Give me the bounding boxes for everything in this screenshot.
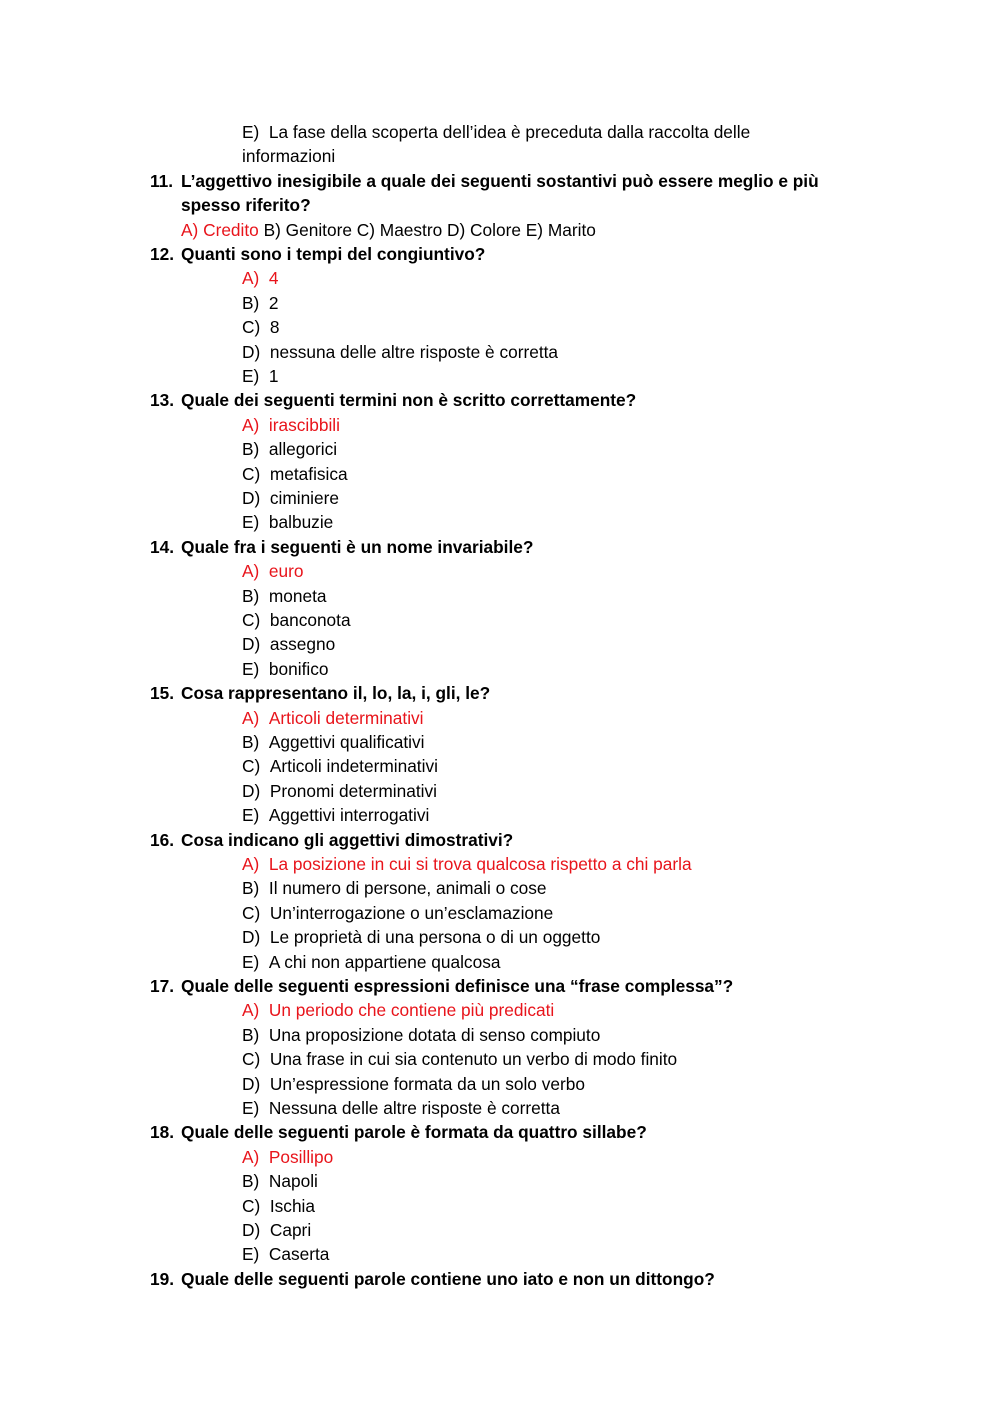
option-label: A) (242, 1146, 260, 1167)
option-label: D) (242, 927, 261, 948)
option-label: C) (242, 902, 261, 923)
option-content (242, 1243, 329, 1265)
option-label: D) (242, 341, 261, 362)
option-content (242, 1048, 677, 1070)
option-label: B) (242, 1024, 260, 1045)
option-content (242, 658, 328, 680)
option-text: Una frase in cui sia contenuto un verbo di modo finito (269, 1049, 678, 1070)
question-number: 14. (150, 536, 175, 557)
option-label: E) (242, 658, 260, 679)
carryover-option-line2: informazioni (242, 146, 336, 166)
question-number: 11. (150, 171, 174, 191)
question-text: Quale delle seguenti parole è formata da quattro sillabe? (181, 1122, 647, 1143)
option-label: E) (242, 951, 260, 972)
option-text: Una proposizione dotata di senso compiuto (268, 1024, 601, 1045)
option-text: bonifico (268, 658, 329, 679)
option-content (242, 560, 303, 582)
option-content (242, 1146, 333, 1168)
option-content (242, 341, 558, 363)
option-label: B) (242, 732, 260, 752)
option-text: euro (268, 561, 304, 582)
question-text-line2: spesso riferito? (181, 195, 311, 215)
option-text: nessuna delle altre risposte è corretta (269, 341, 559, 362)
option-text: Napoli (268, 1171, 318, 1192)
option-text: Il numero di persone, animali o cose (268, 878, 547, 899)
option-text: metafisica (269, 463, 348, 484)
option-text: 2 (268, 292, 279, 313)
question-text: Cosa rappresentano il, lo, la, i, gli, le? (181, 683, 491, 704)
option-label: E) (242, 805, 260, 826)
question-text: Quale delle seguenti espressioni definisce una “frase complessa”? (181, 976, 734, 996)
option-content (242, 463, 348, 485)
option-text: 8 (269, 317, 280, 338)
option-text: La posizione in cui si trova qualcosa rispetto a chi parla (268, 854, 692, 874)
option-content (242, 609, 351, 631)
option-label: D) (242, 1220, 261, 1240)
option-text: Un’espressione formata da un solo verbo (269, 1073, 585, 1094)
option-content (242, 853, 692, 875)
option-label: E) (242, 366, 260, 386)
option-label: C) (242, 317, 261, 338)
option-text: A chi non appartiene qualcosa (268, 951, 501, 972)
option-content (242, 1170, 318, 1192)
option-content (242, 804, 429, 826)
option-label: B) (242, 878, 260, 899)
option-text: moneta (268, 585, 327, 606)
option-text: allegorici (268, 439, 338, 460)
option-text: Un’interrogazione o un’esclamazione (269, 902, 554, 923)
option-content (242, 292, 279, 314)
option-label: E) (242, 1098, 260, 1118)
question-number: 12. (150, 244, 175, 264)
option-content (242, 780, 437, 802)
option-label: A) (242, 1000, 260, 1021)
option-label: A) (242, 854, 260, 874)
option-text: Nessuna delle altre risposte è corretta (268, 1098, 560, 1118)
option-text: irascibbili (268, 414, 340, 435)
option-content (242, 487, 339, 509)
inline-answers (181, 219, 596, 241)
question-text: Cosa indicano gli aggettivi dimostrativi? (181, 829, 514, 850)
correct-answer: A) Credito (181, 220, 259, 240)
option-label: E) (242, 1244, 260, 1265)
option-label: C) (242, 610, 261, 630)
carryover-option-line1 (242, 121, 750, 143)
option-label: B) (242, 585, 260, 606)
option-text: 1 (268, 366, 279, 386)
option-text: Posillipo (268, 1146, 334, 1167)
question-text: L’aggettivo inesigibile a quale dei seguenti sostantivi può essere meglio e più (181, 171, 819, 191)
option-label: B) (242, 1171, 260, 1192)
option-label: D) (242, 634, 261, 655)
option-content (242, 438, 337, 460)
question-number: 19. (150, 1268, 175, 1289)
option-text: La fase della scoperta dell’idea è preceduta dalla raccolta delle (268, 122, 751, 142)
option-text: Aggettivi qualificativi (268, 732, 425, 752)
question-number: 18. (150, 1122, 175, 1143)
option-label: E) (242, 122, 260, 142)
option-text: Articoli indeterminativi (269, 756, 438, 777)
other-answers: B) Genitore C) Maestro D) Colore E) Marito (258, 220, 596, 240)
option-text: Un periodo che contiene più predicati (268, 1000, 555, 1021)
option-label: B) (242, 439, 260, 460)
option-label: A) (242, 561, 260, 582)
option-label: C) (242, 1195, 261, 1216)
option-content (242, 585, 327, 607)
option-text: balbuzie (268, 512, 334, 533)
option-text: Capri (269, 1220, 312, 1240)
option-content (242, 414, 340, 436)
option-text: Le proprietà di una persona o di un oggetto (269, 927, 601, 948)
option-label: C) (242, 463, 261, 484)
option-label: C) (242, 756, 261, 777)
option-text: Aggettivi interrogativi (268, 805, 430, 826)
question-number: 15. (150, 683, 175, 704)
question-number: 13. (150, 390, 175, 411)
option-content (242, 267, 279, 289)
option-label: A) (242, 268, 260, 289)
option-text: Pronomi determinativi (269, 780, 437, 801)
option-text: Articoli determinativi (268, 707, 424, 728)
option-text: ciminiere (269, 488, 340, 508)
option-content (242, 951, 500, 973)
option-label: E) (242, 512, 260, 533)
option-content (242, 511, 333, 533)
option-content (242, 633, 335, 655)
option-content (242, 707, 424, 729)
option-content (242, 316, 279, 338)
question-text: Quanti sono i tempi del congiuntivo? (181, 244, 486, 264)
option-content (242, 365, 279, 387)
option-content (242, 731, 425, 753)
question-number: 16. (150, 829, 175, 850)
option-content (242, 755, 438, 777)
option-content (242, 1024, 600, 1046)
question-number: 17. (150, 976, 175, 996)
question-text: Quale delle seguenti parole contiene uno iato e non un dittongo? (181, 1268, 715, 1289)
option-label: D) (242, 488, 261, 508)
option-content (242, 926, 600, 948)
option-label: C) (242, 1049, 261, 1070)
option-text: Ischia (269, 1195, 316, 1216)
option-content (242, 902, 553, 924)
option-text: banconota (269, 610, 351, 630)
option-label: A) (242, 707, 260, 728)
option-text: 4 (268, 268, 279, 289)
question-text: Quale fra i seguenti è un nome invariabile? (181, 536, 534, 557)
option-label: A) (242, 414, 260, 435)
option-content (242, 999, 554, 1021)
option-label: D) (242, 780, 261, 801)
option-content (242, 877, 547, 899)
option-text: assegno (269, 634, 336, 655)
option-content (242, 1073, 585, 1095)
option-label: D) (242, 1073, 261, 1094)
option-content (242, 1219, 311, 1241)
option-content (242, 1195, 315, 1217)
option-text: Caserta (268, 1244, 330, 1265)
option-content (242, 1097, 560, 1119)
option-label: B) (242, 292, 260, 313)
question-text: Quale dei seguenti termini non è scritto correttamente? (181, 390, 637, 411)
